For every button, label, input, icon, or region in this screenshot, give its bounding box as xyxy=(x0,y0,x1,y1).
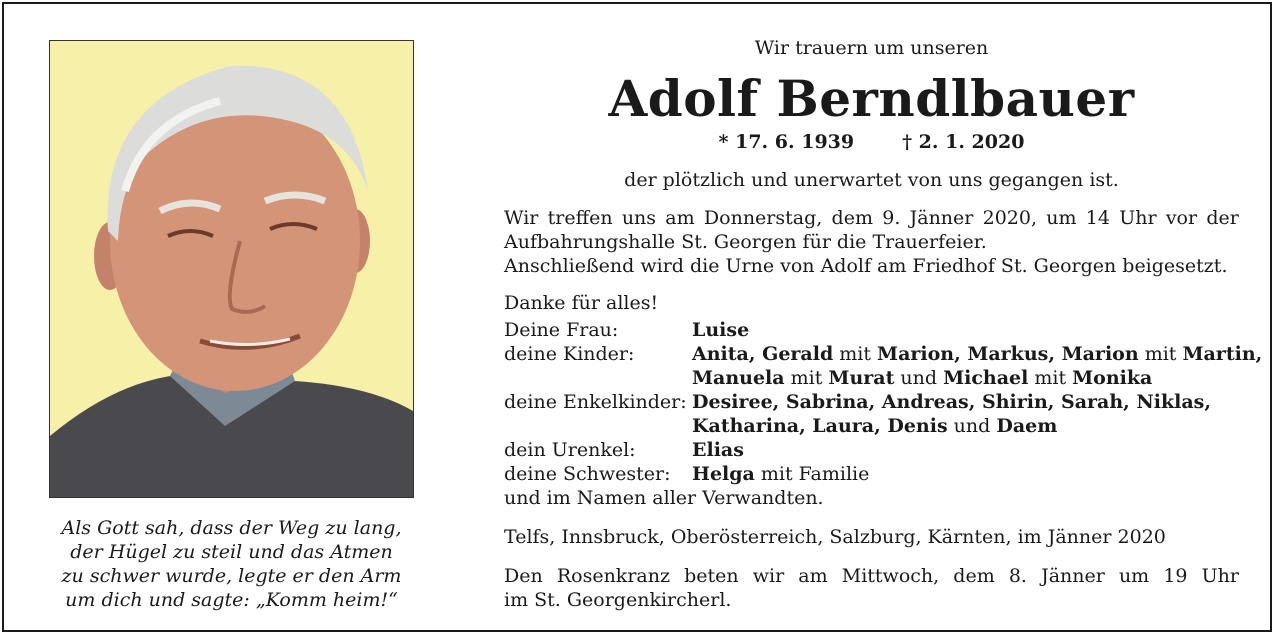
rosary-line xyxy=(504,564,1239,588)
family-names xyxy=(692,462,869,486)
places-line: Telfs, Innsbruck, Oberösterreich, Salzburg, Kärnten, im Jänner 2020 xyxy=(504,526,1166,548)
announcement-word: Uhr xyxy=(1119,207,1157,229)
family-row xyxy=(504,414,1239,438)
family-label: deine Enkelkinder: xyxy=(504,391,687,413)
rosary-word: am xyxy=(798,565,828,587)
announcement-word: Wir xyxy=(504,207,539,229)
family-connector: mit xyxy=(833,343,878,365)
family-names xyxy=(692,438,744,462)
family-names xyxy=(692,414,1057,438)
portrait-photo xyxy=(49,40,414,498)
announcement xyxy=(504,206,1239,278)
poem xyxy=(34,516,429,612)
family-names xyxy=(692,318,749,342)
announcement-word: um xyxy=(1046,207,1077,229)
death-date: † 2. 1. 2020 xyxy=(902,131,1025,153)
family-connector: mit Familie xyxy=(754,463,870,485)
rosary-word: beten xyxy=(684,565,739,587)
family-label: deine Schwester: xyxy=(504,463,671,485)
family-connector: mit xyxy=(784,367,829,389)
family-names xyxy=(692,390,1211,414)
announcement-word: vor xyxy=(1165,207,1198,229)
rosary-word: Den xyxy=(504,565,543,587)
rosary-announcement xyxy=(504,564,1239,612)
rosary-line: im St. Georgenkircherl. xyxy=(504,589,732,611)
rosary-word: um xyxy=(1118,565,1150,587)
family-member-name: Murat xyxy=(828,367,895,389)
family-member-name: Martin, xyxy=(1182,343,1263,365)
subline: der plötzlich und unerwartet von uns gegangen ist. xyxy=(624,169,1119,191)
family-names xyxy=(692,366,1152,390)
family-row xyxy=(504,462,1239,486)
obituary-notice xyxy=(2,2,1272,632)
rosary-word: wir xyxy=(752,565,785,587)
family-label: Deine Frau: xyxy=(504,319,619,341)
family-member-name: Michael xyxy=(943,367,1029,389)
family-label xyxy=(504,414,692,438)
intro-line: Wir trauern um unseren xyxy=(754,37,989,59)
family-names xyxy=(692,342,1262,366)
announcement-word: 14 xyxy=(1085,207,1110,229)
announcement-line xyxy=(504,206,1239,230)
deceased-name: Adolf Berndlbauer xyxy=(608,69,1135,128)
poem-line: der Hügel zu steil und das Atmen xyxy=(70,541,393,563)
family-label xyxy=(504,366,692,390)
family-row xyxy=(504,366,1239,390)
family-member-name: Helga xyxy=(692,463,755,485)
family-member-name: Katharina, Laura, Denis xyxy=(692,415,948,437)
poem-line: um dich und sagte: „Komm heim!“ xyxy=(65,589,398,611)
family-connector: und xyxy=(894,367,944,389)
family-connector: und xyxy=(947,415,997,437)
poem-line: Als Gott sah, dass der Weg zu lang, xyxy=(61,517,402,539)
announcement-line: Aufbahrungshalle St. Georgen für die Trauerfeier. xyxy=(504,231,987,253)
poem-line: zu schwer wurde, legte er den Arm xyxy=(61,565,402,587)
announcement-word: Donnerstag, xyxy=(703,207,823,229)
announcement-word: am xyxy=(665,207,695,229)
rosary-word: 19 xyxy=(1163,565,1188,587)
family-row xyxy=(504,390,1239,414)
portrait-icon xyxy=(50,41,413,497)
family-member-name: Anita, Gerald xyxy=(692,343,834,365)
announcement-word: 9. xyxy=(882,207,901,229)
announcement-line: Anschließend wird die Urne von Adolf am Friedhof St. Georgen beigesetzt. xyxy=(504,255,1228,277)
announcement-word: Jänner xyxy=(909,207,974,229)
family-label: deine Kinder: xyxy=(504,343,635,365)
family-member-name: Daem xyxy=(996,415,1058,437)
announcement-word: dem xyxy=(831,207,873,229)
family-member-name: Elias xyxy=(692,439,744,461)
family-list xyxy=(504,318,1263,510)
family-label: dein Urenkel: xyxy=(504,439,636,461)
family-row xyxy=(504,318,1239,342)
rosary-word: dem xyxy=(953,565,995,587)
announcement-word: treffen xyxy=(547,207,613,229)
rosary-word: 8. xyxy=(1008,565,1027,587)
announcement-word: uns xyxy=(621,207,657,229)
family-member-name: Monika xyxy=(1072,367,1153,389)
family-connector: mit xyxy=(1138,343,1183,365)
family-row xyxy=(504,438,1239,462)
relatives-line: und im Namen aller Verwandten. xyxy=(504,487,824,509)
rosary-word: Uhr xyxy=(1201,565,1239,587)
announcement-word: der xyxy=(1206,207,1239,229)
family-member-name: Marion, Markus, Marion xyxy=(877,343,1139,365)
family-member-name: Manuela xyxy=(692,367,785,389)
family-row xyxy=(504,342,1263,366)
rosary-word: Rosenkranz xyxy=(556,565,670,587)
family-member-name: Desiree, Sabrina, Andreas, Shirin, Sarah, Niklas, xyxy=(692,391,1211,413)
announcement-word: 2020, xyxy=(982,207,1038,229)
family-member-name: Luise xyxy=(692,319,750,341)
life-dates xyxy=(504,131,1239,153)
thanks-line: Danke für alles! xyxy=(504,292,659,314)
rosary-word: Jänner xyxy=(1041,565,1105,587)
rosary-word: Mittwoch, xyxy=(841,565,940,587)
birth-date: * 17. 6. 1939 xyxy=(718,131,855,153)
family-connector: mit xyxy=(1028,367,1073,389)
